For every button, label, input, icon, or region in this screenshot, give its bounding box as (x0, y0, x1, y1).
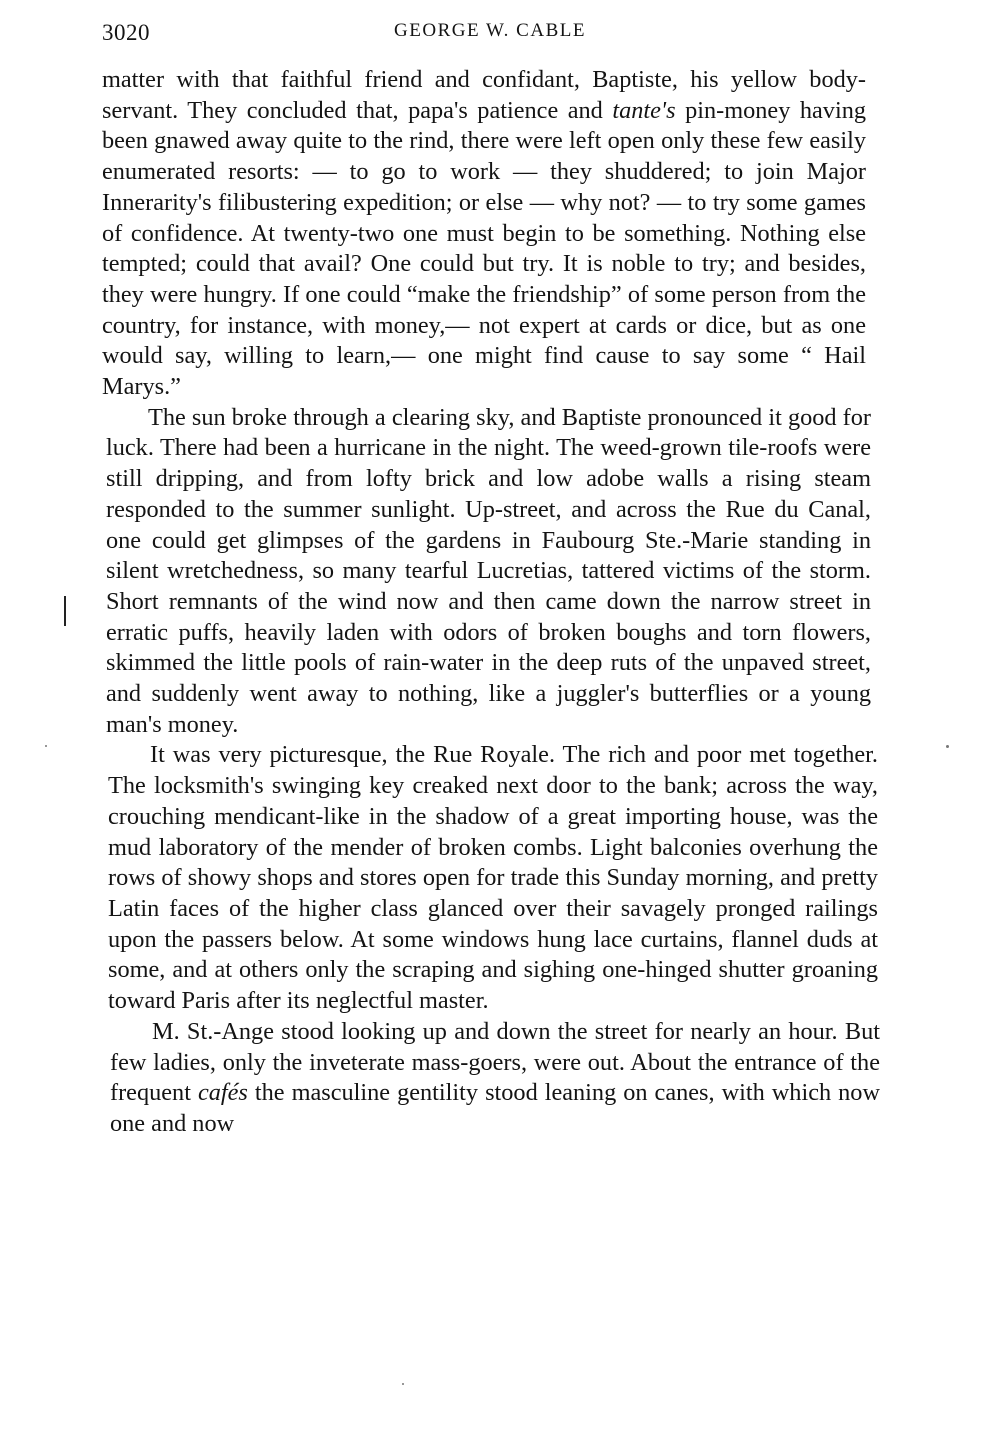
page-number: 3020 (102, 20, 150, 45)
paragraph-text: The sun broke through a clearing sky, and Baptiste pronounced it good for luck. There had been a hurricane in the night. The weed-grown tile-roofs were still dripping, and from lofty brick and low adobe walls a rising steam responded to the summer sunlight. Up-street, and across the Rue du Canal, one could get glimpses of the gardens in Faubourg Ste.-Marie standing in silent wretchedness, so many tearful Lucretias, tattered victims of the storm. Short remnants of the wind now and then came down the narrow street in erratic puffs, heavily laden with odors of broken boughs and torn flowers, skimmed the little pools of rain-water in the deep ruts of the unpaved street, and suddenly went away to nothing, like a juggler's butterflies or a young man's money. (106, 403, 871, 738)
body-text (102, 65, 880, 1140)
margin-mark (64, 596, 66, 626)
paragraph (106, 403, 871, 741)
scan-speck (45, 745, 47, 747)
paragraph (108, 740, 878, 1016)
paragraph-text: matter with that faithful friend and confidant, Baptiste, his yellow body-servant. They concluded that, papa's patience and (102, 66, 866, 124)
italic-text: tante's (612, 96, 676, 124)
paragraph (102, 65, 866, 403)
running-head: GEORGE W. CABLE (394, 20, 586, 41)
paragraph-text: It was very picturesque, the Rue Royale. The rich and poor met together. The locksmith's swinging key creaked next door to the bank; across the way, crouching mendicant-like in the shadow of a great importing house, was the mud laboratory of the mender of broken combs. Light balconies overhung the rows of showy shops and stores open for trade this Sunday morning, and pretty Latin faces of the higher class glanced over their savagely pronged railings upon the passers below. At some windows hung lace curtains, flannel duds at some, and at others only the scraping and sighing one-hinged shutter groaning toward Paris after its neglectful master. (108, 741, 878, 1015)
italic-text: cafés (197, 1079, 248, 1107)
paragraph (110, 1017, 880, 1140)
scan-speck (946, 745, 949, 748)
paragraph-text: the masculine gentility stood leaning on canes, with which now one and now (110, 1079, 880, 1137)
paragraph-text: M. St.-Ange stood looking up and down the street for nearly an hour. But few ladies, only the inveterate mass-goers, were out. About the entrance of the frequent (110, 1017, 880, 1107)
page-header (100, 20, 880, 50)
paragraph-text: pin-money having been gnawed away quite to the rind, there were left open only these few easily enumerated resorts: — to go to work — they shuddered; to join Major Innerarity's filibustering expedition; or else — why not? — to try some games of confidence. At twenty-two one must begin to be something. Nothing else tempted; could that avail? One could but try. It is noble to try; and besides, they were hungry. If one could “make the friendship” of some person from the country, for instance, with money,— not expert at cards or dice, but as one would say, willing to learn,— one might find cause to say some “ Hail Marys.” (102, 96, 866, 401)
scan-speck (402, 1383, 404, 1385)
